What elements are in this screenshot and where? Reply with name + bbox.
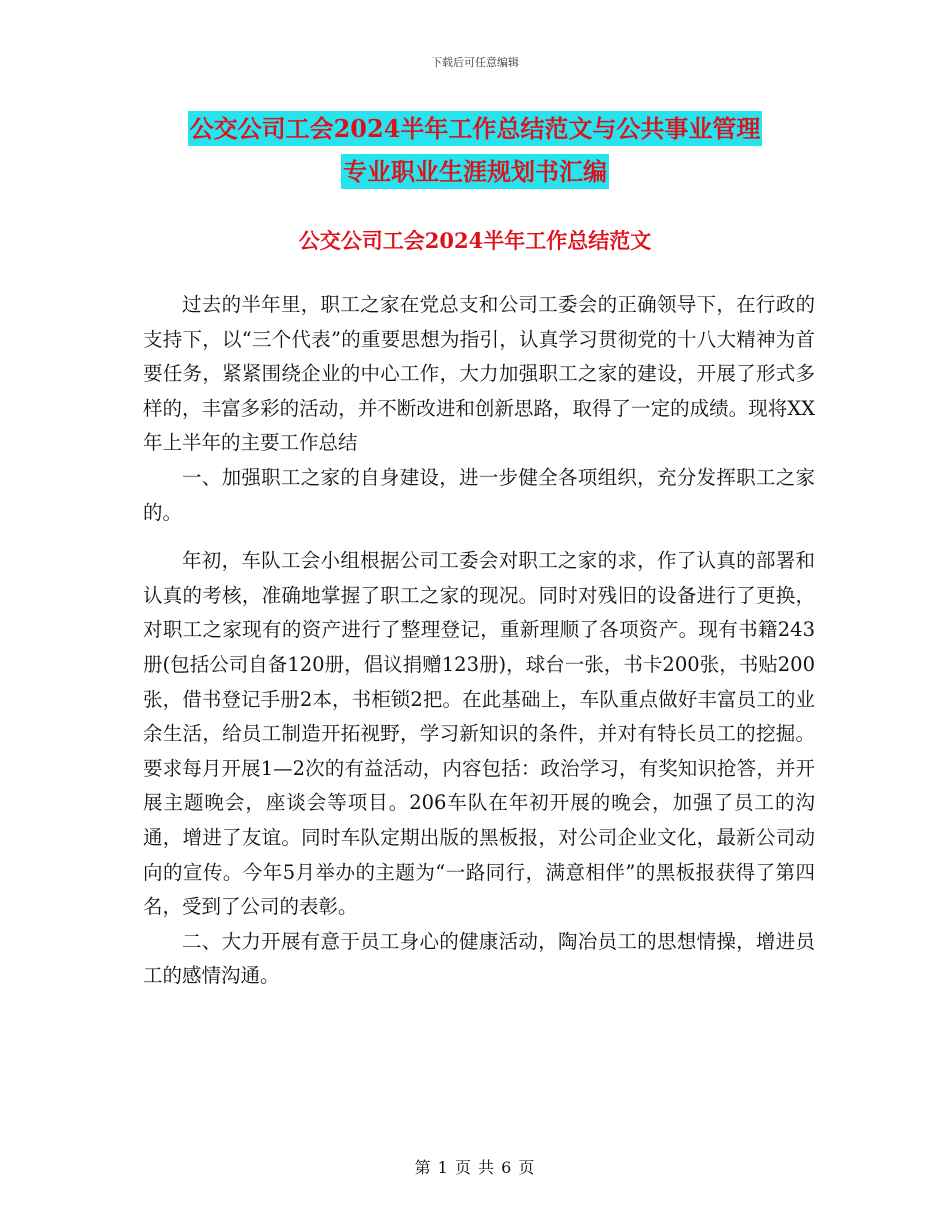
header-note: 下载后可任意编辑: [431, 56, 519, 69]
document-title-line-1-text: 公交公司工会2024半年工作总结范文与公共事业管理: [188, 111, 763, 146]
document-title-line-2: [0, 158, 950, 187]
paragraph-heading-1: 一、加强职工之家的自身建设，进一步健全各项组织，充分发挥职工之家的。: [143, 465, 815, 524]
paragraph-intro: 过去的半年里，职工之家在党总支和公司工委会的正确领导下，在行政的支持下，以“三个代表”的重要思想为指引，认真学习贯彻党的十八大精神为首要任务，紧紧围绕企业的中心工作，大力加强职工之家的建设，开展了形式多样的，丰富多彩的活动，并不断改进和创新思路，取得了一定的成绩。现将XX年上半年的主要工作总结: [143, 293, 815, 455]
paragraph-body-1: 年初，车队工会小组根据公司工委会对职工之家的求，作了认真的部署和认真的考核，准确地掌握了职工之家的现况。同时对残旧的设备进行了更换，对职工之家现有的资产进行了整理登记，重新理顺了各项资产。现有书籍243册(包括公司自备120册，倡议捐赠123册)，球台一张，书卡200张，书贴200张，借书登记手册2本，书柜锁2把。在此基础上，车队重点做好丰富员工的业余生活，给员工制造开拓视野，学习新知识的条件，并对有特长员工的挖掘。要求每月开展1—2次的有益活动，内容包括：政治学习，有奖知识抢答，并开展主题晚会，座谈会等项目。206车队在年初开展的晚会，加强了员工的沟通，增进了友谊。同时车队定期出版的黑板报，对公司企业文化，最新公司动向的宣传。今年5月举办的主题为“一路同行，满意相伴”的黑板报获得了第四名，受到了公司的表彰。: [143, 549, 815, 919]
paragraph-heading-2: 二、大力开展有意于员工身心的健康活动，陶冶员工的思想情操，增进员工的感情沟通。: [143, 929, 815, 988]
page-number-footer: 第 1 页 共 6 页: [414, 1158, 536, 1177]
document-body: [143, 288, 815, 994]
section-title: 公交公司工会2024半年工作总结范文: [298, 228, 652, 253]
document-title-line-1: [0, 115, 950, 144]
document-title-line-2-text: 专业职业生涯规划书汇编: [341, 154, 609, 189]
